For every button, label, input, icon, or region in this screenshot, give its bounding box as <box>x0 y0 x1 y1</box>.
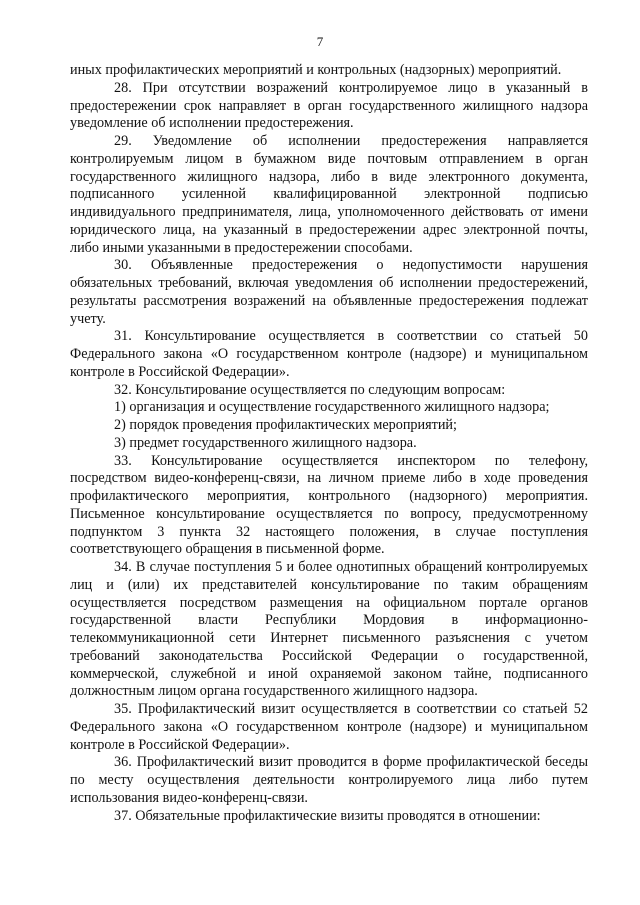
list-item-2: 2) порядок проведения профилактических мероприятий; <box>114 417 457 433</box>
list-item-3: 3) предмет государственного жилищного надзора. <box>114 434 417 451</box>
page-number: 7 <box>316 34 324 49</box>
document-body <box>70 62 588 825</box>
list-item-1: 1) организация и осуществление государственного жилищного надзора; <box>114 399 550 416</box>
paragraph-34: 34. В случае поступления 5 и более однотипных обращений контролируемых лиц и (или) их представителей консультирование по таким обращениям осуществляется посредством размещения на официальном портале органов государственной власти Республики Мордовия в информационно-телекоммуникационной сети Интернет письменного разъяснения с учетом требований законодательства Российской Федерации о государственной, коммерческой, служебной и иной охраняемой законом тайне, подписанного должностным лицом органа государственного жилищного надзора. <box>70 559 588 700</box>
paragraph-35: 35. Профилактический визит осуществляется в соответствии со статьей 52 Федерального закона «О государственном контроле (надзоре) и муниципальном контроле в Российской Федерации». <box>70 701 588 753</box>
paragraph-31: 31. Консультирование осуществляется в соответствии со статьей 50 Федерального закона «О государственном контроле (надзоре) и муниципальном контроле в Российской Федерации». <box>70 328 588 380</box>
paragraph-32: 32. Консультирование осуществляется по следующим вопросам: <box>114 381 506 398</box>
paragraph-continuation: иных профилактических мероприятий и контрольных (надзорных) мероприятий. <box>70 62 562 78</box>
paragraph-28: 28. При отсутствии возражений контролируемое лицо в указанный в предостережении срок направляет в орган государственного жилищного надзора уведомление об исполнении предостережения. <box>70 79 588 132</box>
paragraph-33: 33. Консультирование осуществляется инспектором по телефону, посредством видео-конференц-связи, на личном приеме либо в ходе проведения профилактического мероприятия, контрольного (надзорного) мероприятия. Письменное консультирование осуществляется по вопросу, предусмотренному подпунктом 3 пункта 32 настоящего положения, в случае поступления соответствующего обращения в письменной форме. <box>70 452 588 558</box>
paragraph-30: 30. Объявленные предостережения о недопустимости нарушения обязательных требований, включая уведомления об исполнении предостережений, результаты рассмотрения возражений на объявленные предостережения подлежат учету. <box>70 257 588 327</box>
paragraph-36: 36. Профилактический визит проводится в форме профилактической беседы по месту осуществления деятельности контролируемого лица либо путем использования видео-конференц-связи. <box>70 754 588 806</box>
paragraph-37: 37. Обязательные профилактические визиты проводятся в отношении: <box>114 807 541 824</box>
paragraph-29: 29. Уведомление об исполнении предостережения направляется контролируемым лицом в бумажном виде почтовым отправлением в орган государственного жилищного надзора, либо в виде электронного документа, подписанного усиленной квалифицированной электронной подписью индивидуального предпринимателя, лица, уполномоченного действовать от имени юридического лица, на указанный в предостережении адрес электронной почты, либо иными указанными в предостережении способами. <box>70 133 588 256</box>
